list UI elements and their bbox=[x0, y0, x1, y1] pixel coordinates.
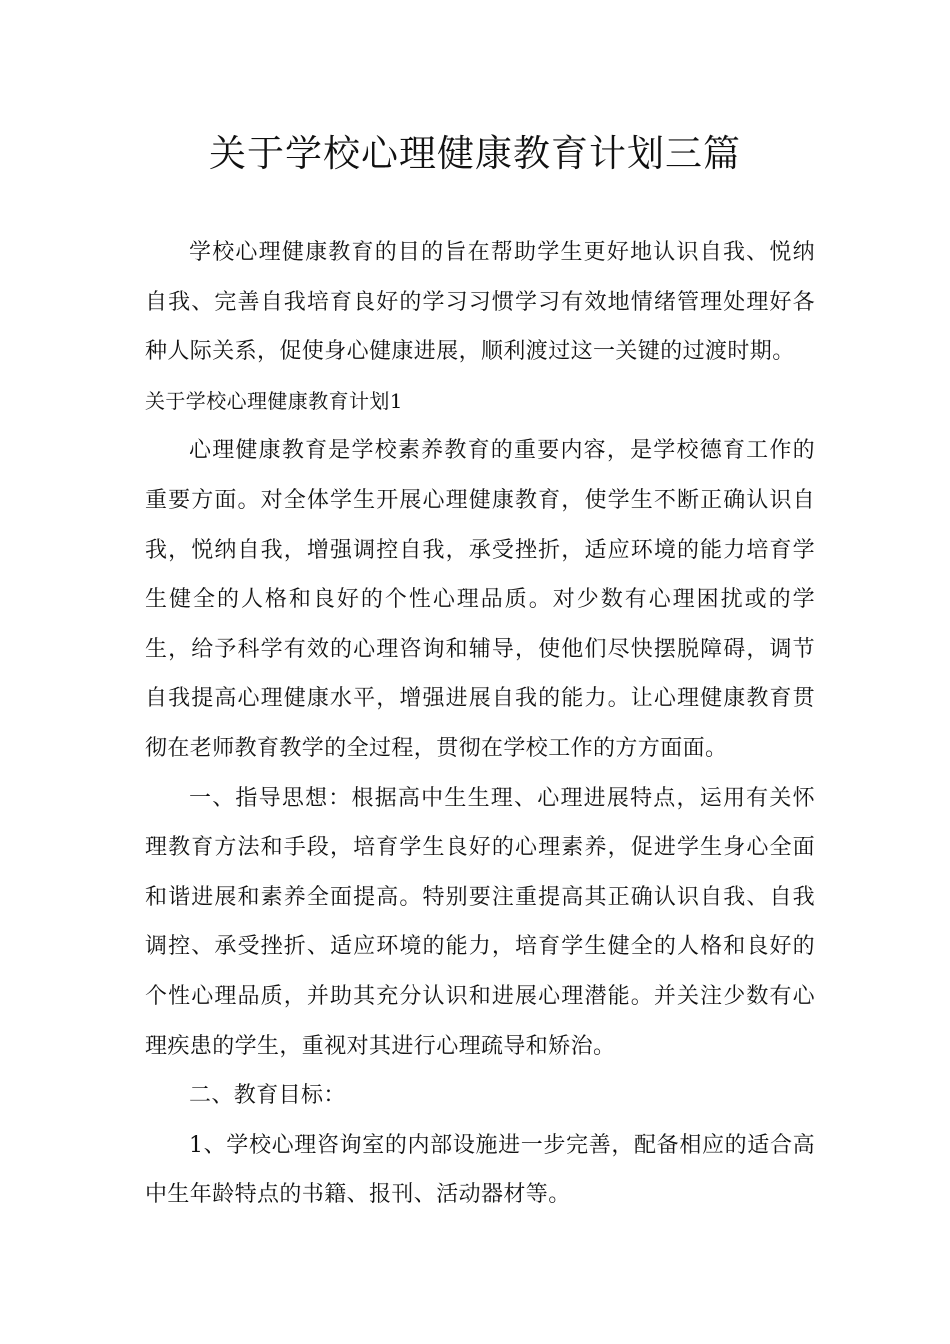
paragraph-goal-1: 1、学校心理咨询室的内部设施进一步完善，配备相应的适合高中生年龄特点的书籍、报刊、活动器材等。 bbox=[145, 1132, 815, 1208]
document-body bbox=[145, 228, 815, 1220]
paragraph-overview: 心理健康教育是学校素养教育的重要内容，是学校德育工作的重要方面。对全体学生开展心理健康教育，使学生不断正确认识自我，悦纳自我，增强调控自我，承受挫折，适应环境的能力培育学生健全的人格和良好的个性心理品质。对少数有心理困扰或的学生，给予科学有效的心理咨询和辅导，使他们尽快摆脱障碍，调节自我提高心理健康水平，增强进展自我的能力。让心理健康教育贯彻在老师教育教学的全过程，贯彻在学校工作的方方面面。 bbox=[145, 438, 815, 761]
paragraph-guiding-thought: 一、指导思想：根据高中生生理、心理进展特点，运用有关怀理教育方法和手段，培育学生良好的心理素养，促进学生身心全面和谐进展和素养全面提高。特别要注重提高其正确认识自我、自我调控、承受挫折、适应环境的能力，培育学生健全的人格和良好的个性心理品质，并助其充分认识和进展心理潜能。并关注少数有心理疾患的学生，重视对其进行心理疏导和矫治。 bbox=[145, 785, 815, 1059]
document-title: 关于学校心理健康教育计划三篇 bbox=[209, 132, 741, 175]
section-heading-plan-1: 关于学校心理健康教育计划1 bbox=[145, 388, 403, 413]
paragraph-intro: 学校心理健康教育的目的旨在帮助学生更好地认识自我、悦纳自我、完善自我培育良好的学习习惯学习有效地情绪管理处理好各种人际关系，促使身心健康进展，顺利渡过这一关键的过渡时期。 bbox=[145, 240, 815, 365]
paragraph-education-goals-heading: 二、教育目标： bbox=[189, 1083, 346, 1109]
